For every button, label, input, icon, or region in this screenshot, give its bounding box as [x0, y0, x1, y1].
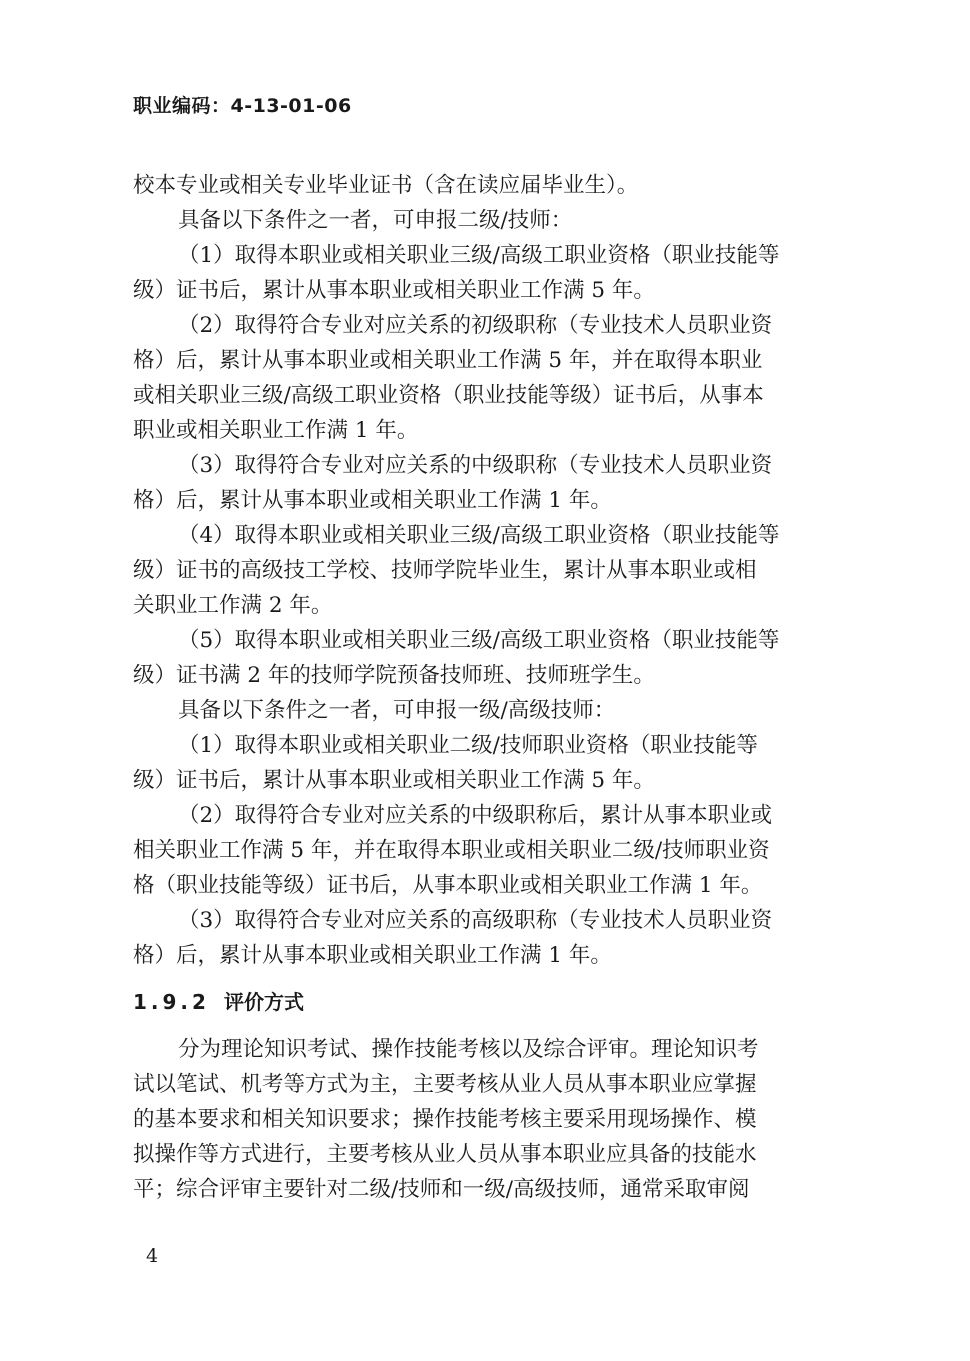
text-line: （5）取得本职业或相关职业三级/高级工职业资格（职业技能等	[178, 628, 780, 653]
text-line: 级）证书的高级技工学校、技师学院毕业生，累计从事本职业或相	[133, 558, 757, 583]
text-line: （1）取得本职业或相关职业二级/技师职业资格（职业技能等	[178, 733, 758, 758]
section-heading	[133, 986, 833, 1018]
text-line: 级）证书满 2 年的技师学院预备技师班、技师班学生。	[133, 663, 655, 688]
text-line: 级）证书后，累计从事本职业或相关职业工作满 5 年。	[133, 278, 655, 303]
section-title: 评价方式	[223, 990, 304, 1014]
text-line: 或相关职业三级/高级工职业资格（职业技能等级）证书后，从事本	[133, 383, 764, 408]
text-line: 具备以下条件之一者，可申报二级/技师：	[178, 208, 573, 233]
text-line: （2）取得符合专业对应关系的初级职称（专业技术人员职业资	[178, 313, 773, 338]
text-line: 级）证书后，累计从事本职业或相关职业工作满 5 年。	[133, 768, 655, 793]
text-line: 格）后，累计从事本职业或相关职业工作满 5 年，并在取得本职业	[133, 348, 763, 373]
text-line: 职业或相关职业工作满 1 年。	[133, 418, 419, 443]
text-line: 试以笔试、机考等方式为主，主要考核从业人员从事本职业应掌握	[133, 1072, 757, 1097]
text-line: 的基本要求和相关知识要求；操作技能考核主要采用现场操作、模	[133, 1107, 757, 1132]
text-line: 拟操作等方式进行，主要考核从业人员从事本职业应具备的技能水	[133, 1142, 757, 1167]
text-line: 平；综合评审主要针对二级/技师和一级/高级技师，通常采取审阅	[133, 1177, 750, 1202]
page-number: 4	[146, 1245, 159, 1267]
text-line: （3）取得符合专业对应关系的中级职称（专业技术人员职业资	[178, 453, 773, 478]
text-line: （1）取得本职业或相关职业三级/高级工职业资格（职业技能等	[178, 243, 780, 268]
text-line: 校本专业或相关专业毕业证书（含在读应届毕业生）。	[133, 173, 639, 198]
text-line: 相关职业工作满 5 年，并在取得本职业或相关职业二级/技师职业资	[133, 838, 770, 863]
text-line: 格）后，累计从事本职业或相关职业工作满 1 年。	[133, 943, 612, 968]
text-line: （4）取得本职业或相关职业三级/高级工职业资格（职业技能等	[178, 523, 780, 548]
text-line: （3）取得符合专业对应关系的高级职称（专业技术人员职业资	[178, 908, 773, 933]
text-line: 格（职业技能等级）证书后，从事本职业或相关职业工作满 1 年。	[133, 873, 763, 898]
section-number: 1.9.2	[133, 990, 210, 1014]
text-line: 关职业工作满 2 年。	[133, 593, 333, 618]
text-line: 具备以下条件之一者，可申报一级/高级技师：	[178, 698, 616, 723]
text-line: 分为理论知识考试、操作技能考核以及综合评审。理论知识考	[178, 1037, 759, 1062]
qualification-conditions	[133, 168, 833, 973]
evaluation-method-paragraph	[133, 1032, 833, 1207]
body-text	[133, 168, 833, 1207]
text-line: （2）取得符合专业对应关系的中级职称后，累计从事本职业或	[178, 803, 773, 828]
occupation-code-header: 职业编码：4-13-01-06	[133, 95, 352, 117]
text-line: 格）后，累计从事本职业或相关职业工作满 1 年。	[133, 488, 612, 513]
